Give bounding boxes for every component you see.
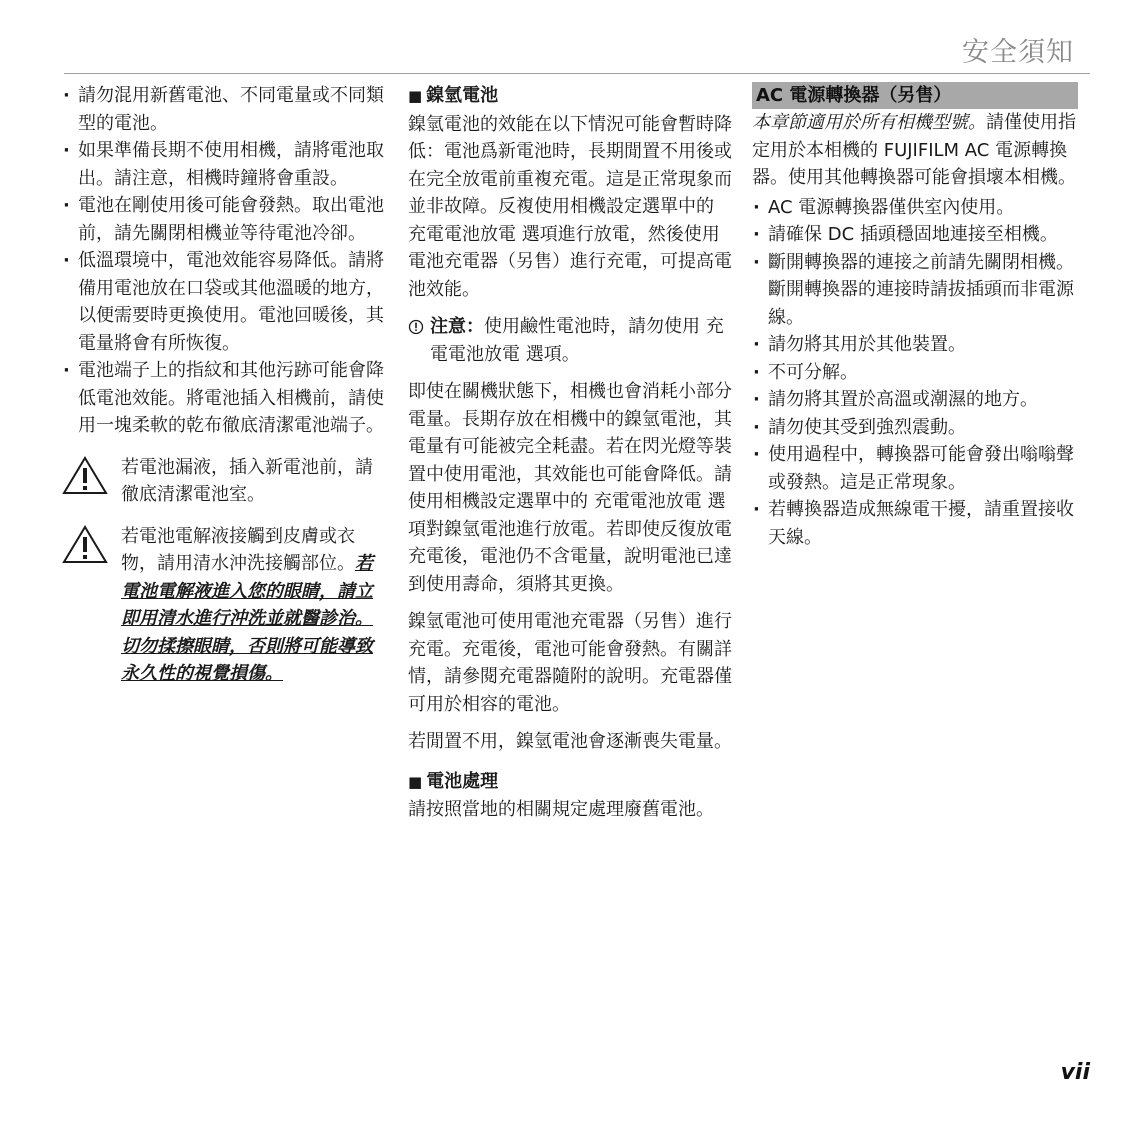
warning-text-emphasis: 若電池電解液進入您的眼睛，請立即用清水進行沖洗並就醫診治。切勿揉擦眼睛，否則將可能導致永久性的視覺損傷。	[121, 553, 373, 684]
ac-intro-rest: 請僅使用指定用於本相機的 FUJIFILM AC 電源轉換器。使用其他轉換器可能會損壞本相機。	[752, 112, 1076, 188]
column-nimh-batteries	[408, 82, 736, 824]
warning-text-plain: 若電池電解液接觸到皮膚或衣物，請用清水沖洗接觸部位。	[121, 525, 355, 574]
page-number: vii	[1060, 1060, 1090, 1085]
header-divider	[64, 73, 1090, 74]
list-item: · 請確保 DC 插頭穩固地連接至相機。	[752, 221, 1078, 249]
section-heading-nimh	[408, 82, 736, 111]
list-item: · AC 電源轉換器僅供室內使用。	[752, 194, 1078, 222]
disposal-paragraph: 請按照當地的相關規定處理廢舊電池。	[408, 799, 714, 820]
list-item: · 請勿混用新舊電池、不同電量或不同類型的電池。	[62, 82, 384, 137]
nimh-paragraph-3: 鎳氫電池可使用電池充電器（另售）進行充電。充電後，電池可能會發熱。有關詳情，請參閱充電器隨附的說明。充電器僅可用於相容的電池。	[408, 611, 732, 715]
warning-text: 若電池漏液，插入新電池前，請徹底清潔電池室。	[121, 456, 373, 505]
list-item: · 請勿將其置於高溫或潮濕的地方。	[752, 386, 1078, 414]
list-item: · 使用過程中，轉換器可能會發出嗡嗡聲或發熱。這是正常現象。	[752, 441, 1078, 496]
warning-block-leak	[62, 454, 384, 509]
note-circle-icon	[408, 313, 430, 368]
nimh-paragraph-4: 若閒置不用，鎳氫電池會逐漸喪失電量。	[408, 731, 732, 752]
list-item: · 若轉換器造成無線電干擾，請重置接收天線。	[752, 496, 1078, 551]
column-battery-cautions	[62, 82, 384, 688]
ac-adapter-caution-list	[752, 194, 1078, 552]
page-section-title: 安全須知	[962, 37, 1074, 68]
note-label: 注意：	[430, 316, 484, 337]
note-block	[408, 313, 736, 368]
square-bullet-icon: ■	[408, 87, 423, 105]
ac-intro	[752, 109, 1078, 192]
list-item: · 電池在剛使用後可能會發熱。取出電池前，請先關閉相機並等待電池冷卻。	[62, 192, 384, 247]
list-item: · 電池端子上的指紋和其他污跡可能會降低電池效能。將電池插入相機前，請使用一塊柔軟的乾布徹底清潔電池端子。	[62, 357, 384, 440]
note-body: 使用鹼性電池時，請勿使用 充電電池放電 選項。	[430, 316, 724, 365]
list-item: · 低溫環境中，電池效能容易降低。請將備用電池放在口袋或其他溫暖的地方，以便需要時更換使用。電池回暖後，其電量將會有所恢復。	[62, 247, 384, 357]
list-item: · 斷開轉換器的連接之前請先關閉相機。斷開轉換器的連接時請拔插頭而非電源線。	[752, 249, 1078, 332]
warning-triangle-icon	[62, 455, 110, 504]
column-ac-adapter	[752, 82, 1078, 551]
nimh-paragraph-2: 即使在關機狀態下，相機也會消耗小部分電量。長期存放在相機中的鎳氫電池，其電量有可能被完全耗盡。若在閃光燈等裝置中使用電池，其效能也可能會降低。請使用相機設定選單中的 充電電池放電 選項對鎳氫電池進行放電。若即使反復放電充電後，電池仍不含電量，說明電池已達到使用壽命，須將其更換。	[408, 381, 732, 595]
list-item: · 不可分解。	[752, 359, 1078, 387]
list-item: · 請勿使其受到強烈震動。	[752, 414, 1078, 442]
section-heading-text: 鎳氫電池	[426, 85, 499, 106]
section-heading-disposal	[408, 768, 736, 797]
nimh-paragraph-1: 鎳氫電池的效能在以下情況可能會暫時降低：電池爲新電池時，長期閒置不用後或在完全放電前重複充電。這是正常現象而並非故障。反複使用相機設定選單中的 充電電池放電 選項進行放電，然後使用電池充電器（另售）進行充電，可提高電池效能。	[408, 113, 732, 300]
battery-caution-list	[62, 82, 384, 440]
warning-triangle-icon	[62, 524, 110, 573]
ac-intro-italic: 本章節適用於所有相機型號。	[752, 112, 986, 133]
section-heading-text: 電池處理	[426, 770, 499, 792]
warning-text	[121, 523, 384, 688]
warning-block-electrolyte	[62, 523, 384, 688]
note-text	[430, 313, 736, 368]
list-item: · 如果準備長期不使用相機，請將電池取出。請注意，相機時鐘將會重設。	[62, 137, 384, 192]
list-item: · 請勿將其用於其他裝置。	[752, 331, 1078, 359]
square-bullet-icon: ■	[408, 772, 423, 791]
section-heading-ac-adapter: AC 電源轉換器（另售）	[752, 82, 1078, 109]
